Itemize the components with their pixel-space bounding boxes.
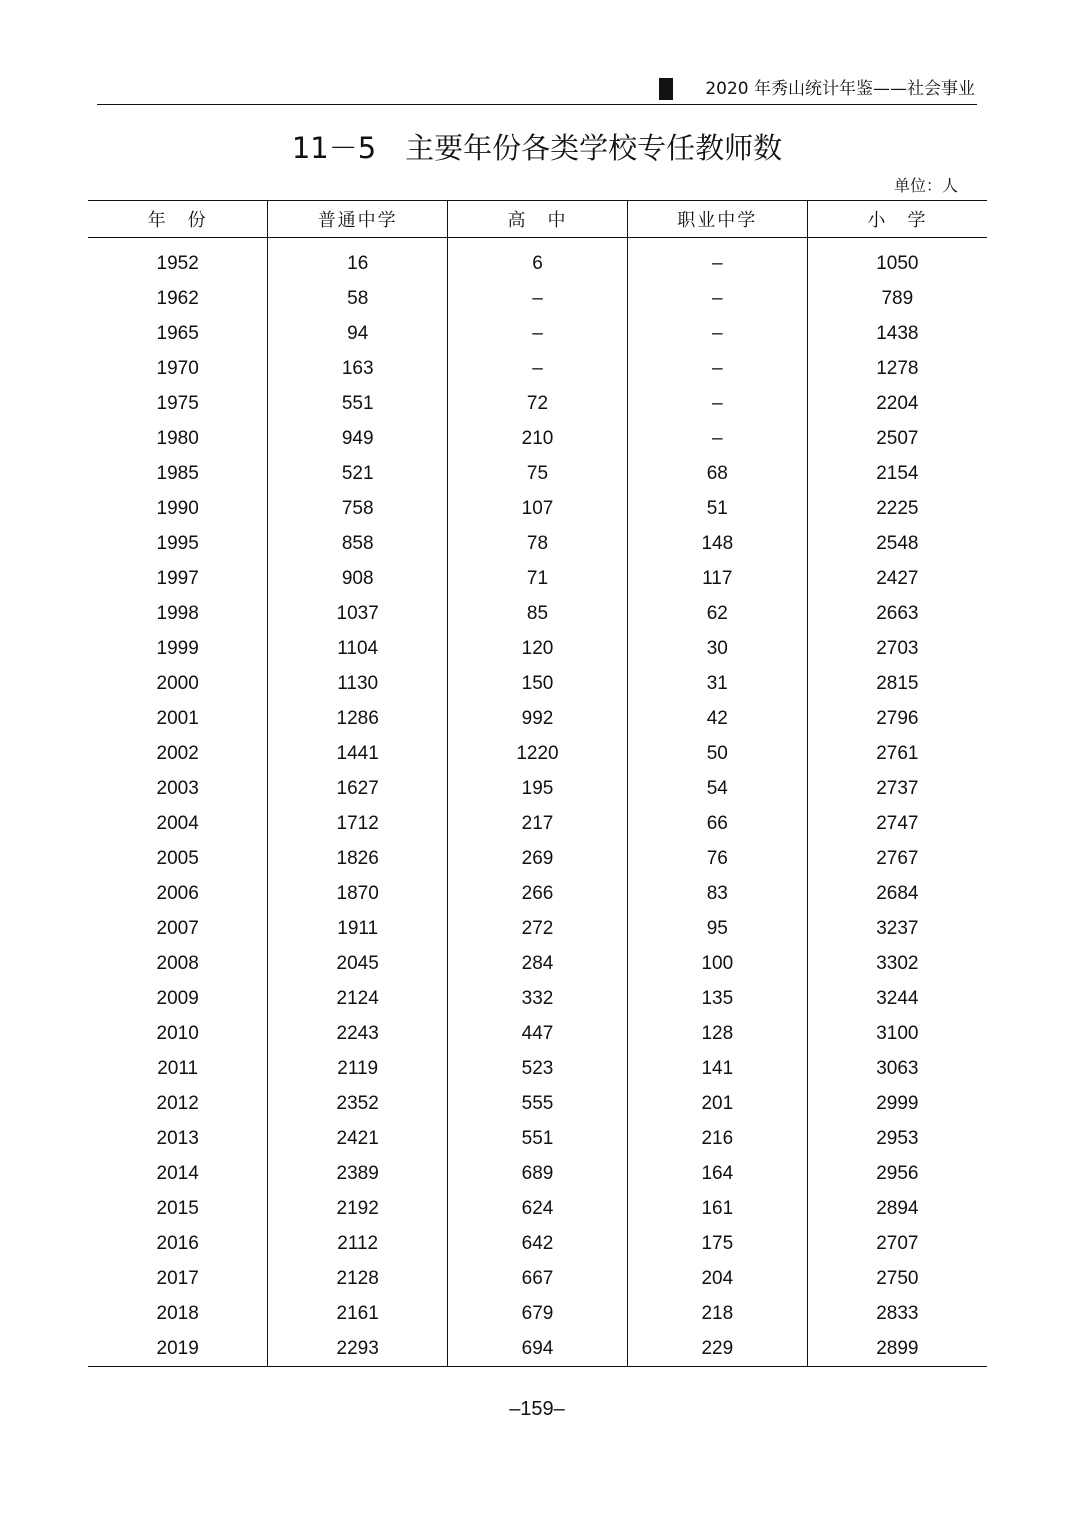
value-cell: 2956 [807, 1156, 987, 1191]
value-cell: – [627, 281, 807, 316]
running-header [97, 76, 977, 105]
value-cell: 694 [448, 1331, 628, 1367]
value-cell: 117 [627, 561, 807, 596]
value-cell: 272 [448, 911, 628, 946]
table-body [88, 238, 987, 1367]
year-cell: 2011 [157, 1057, 199, 1079]
value-cell: 66 [627, 806, 807, 841]
table-head [88, 201, 987, 238]
year-cell: 2019 [88, 1331, 268, 1367]
value-cell: 521 [268, 456, 448, 491]
value-cell: 201 [627, 1086, 807, 1121]
value-cell: 94 [268, 316, 448, 351]
value-cell: 62 [627, 596, 807, 631]
table-row [88, 1261, 987, 1296]
value-cell: 2045 [268, 946, 448, 981]
year-cell: 2017 [156, 1267, 199, 1289]
value-cell: 141 [627, 1051, 807, 1086]
year-cell: 1997 [156, 567, 199, 589]
value-cell: 50 [627, 736, 807, 771]
value-cell: 42 [627, 701, 807, 736]
table-row [88, 1051, 987, 1086]
value-cell: 2161 [268, 1296, 448, 1331]
table-row [88, 1156, 987, 1191]
value-cell: 68 [627, 456, 807, 491]
value-cell: 148 [627, 526, 807, 561]
unit-label: 单位：人 [893, 176, 958, 195]
value-cell: 216 [627, 1121, 807, 1156]
table-row [88, 876, 987, 911]
value-cell: 2767 [807, 841, 987, 876]
value-cell: 1278 [807, 351, 987, 386]
column-header: 普通中学 [268, 201, 448, 238]
value-cell: 2684 [807, 876, 987, 911]
value-cell: – [627, 316, 807, 351]
value-cell: 551 [448, 1121, 628, 1156]
value-cell: 210 [448, 421, 628, 456]
value-cell: 1712 [268, 806, 448, 841]
value-cell: 3100 [807, 1016, 987, 1051]
value-cell: 551 [268, 386, 448, 421]
value-cell: 2293 [268, 1331, 448, 1367]
value-cell: 3237 [807, 911, 987, 946]
value-cell: 161 [627, 1191, 807, 1226]
value-cell: 858 [268, 526, 448, 561]
year-cell: 1970 [156, 357, 199, 379]
year-cell: 1952 [156, 252, 199, 274]
value-cell: 2833 [807, 1296, 987, 1331]
value-cell: 2421 [268, 1121, 448, 1156]
value-cell: 269 [448, 841, 628, 876]
value-cell: – [448, 316, 628, 351]
table-row [88, 841, 987, 876]
value-cell: 789 [807, 281, 987, 316]
table-row [88, 911, 987, 946]
year-cell: 2000 [156, 672, 199, 694]
value-cell: 2507 [807, 421, 987, 456]
table-row [88, 1086, 987, 1121]
value-cell: 1130 [268, 666, 448, 701]
value-cell: 2243 [268, 1016, 448, 1051]
year-cell: 2012 [156, 1092, 199, 1114]
value-cell: 2747 [807, 806, 987, 841]
value-cell: 2815 [807, 666, 987, 701]
value-cell: 1104 [268, 631, 448, 666]
year-cell: 2010 [156, 1022, 199, 1044]
value-cell: 1220 [448, 736, 628, 771]
value-cell: 2389 [268, 1156, 448, 1191]
column-header: 小 学 [807, 201, 987, 238]
value-cell: 78 [448, 526, 628, 561]
value-cell: 195 [448, 771, 628, 806]
value-cell: 266 [448, 876, 628, 911]
value-cell: 1286 [268, 701, 448, 736]
value-cell: – [627, 351, 807, 386]
value-cell: 332 [448, 981, 628, 1016]
column-header: 职业中学 [627, 201, 807, 238]
value-cell: 2548 [807, 526, 987, 561]
value-cell: 624 [448, 1191, 628, 1226]
value-cell: 2128 [268, 1261, 448, 1296]
year-cell: 1980 [156, 427, 199, 449]
value-cell: 2707 [807, 1226, 987, 1261]
value-cell: 204 [627, 1261, 807, 1296]
year-cell: 2002 [156, 742, 199, 764]
value-cell: 2894 [807, 1191, 987, 1226]
value-cell: 229 [627, 1331, 807, 1367]
value-cell: 164 [627, 1156, 807, 1191]
year-cell: 2018 [156, 1302, 199, 1324]
value-cell: 3302 [807, 946, 987, 981]
table-row [88, 1296, 987, 1331]
value-cell: 1438 [807, 316, 987, 351]
value-cell: 107 [448, 491, 628, 526]
value-cell: 2427 [807, 561, 987, 596]
year-cell: 2007 [156, 917, 199, 939]
value-cell: 2154 [807, 456, 987, 491]
value-cell: 163 [268, 351, 448, 386]
header-row [88, 201, 987, 238]
value-cell: – [448, 351, 628, 386]
table-row [88, 1226, 987, 1261]
value-cell: 175 [627, 1226, 807, 1261]
value-cell: 949 [268, 421, 448, 456]
value-cell: 58 [268, 281, 448, 316]
value-cell: 1826 [268, 841, 448, 876]
page-number: –159– [509, 1398, 565, 1420]
value-cell: 75 [448, 456, 628, 491]
value-cell: 2796 [807, 701, 987, 736]
value-cell: 71 [448, 561, 628, 596]
value-cell: 1911 [268, 911, 448, 946]
year-cell: 1990 [156, 497, 199, 519]
year-cell: 2009 [156, 987, 199, 1009]
value-cell: 667 [448, 1261, 628, 1296]
value-cell: 51 [627, 491, 807, 526]
value-cell: 100 [627, 946, 807, 981]
table-row [88, 491, 987, 526]
value-cell: 54 [627, 771, 807, 806]
value-cell: 30 [627, 631, 807, 666]
value-cell: 128 [627, 1016, 807, 1051]
year-cell: 1999 [156, 637, 199, 659]
year-cell: 1962 [156, 287, 199, 309]
table-row [88, 806, 987, 841]
value-cell: 217 [448, 806, 628, 841]
value-cell: 120 [448, 631, 628, 666]
value-cell: 2204 [807, 386, 987, 421]
teachers-table [88, 200, 987, 1367]
value-cell: 31 [627, 666, 807, 701]
table-row [88, 386, 987, 421]
value-cell: 2225 [807, 491, 987, 526]
value-cell: 16 [268, 238, 448, 282]
value-cell: – [448, 281, 628, 316]
table-row [88, 701, 987, 736]
table-row [88, 561, 987, 596]
value-cell: 555 [448, 1086, 628, 1121]
value-cell: 679 [448, 1296, 628, 1331]
table-row [88, 736, 987, 771]
year-cell: 2008 [156, 952, 199, 974]
value-cell: 3244 [807, 981, 987, 1016]
value-cell: 642 [448, 1226, 628, 1261]
year-cell: 2001 [156, 707, 199, 729]
table-row [88, 281, 987, 316]
table-row [88, 631, 987, 666]
value-cell: 1037 [268, 596, 448, 631]
year-cell: 1998 [156, 602, 199, 624]
year-cell: 1965 [156, 322, 199, 344]
value-cell: 2124 [268, 981, 448, 1016]
year-cell: 2015 [156, 1197, 199, 1219]
year-cell: 1995 [156, 532, 199, 554]
header-black-bar [659, 78, 673, 100]
table-row [88, 1016, 987, 1051]
value-cell: 758 [268, 491, 448, 526]
value-cell: – [627, 386, 807, 421]
header-text: 2020 年秀山统计年鉴——社会事业 [705, 79, 975, 99]
year-cell: 2014 [156, 1162, 199, 1184]
year-cell: 1985 [156, 462, 199, 484]
value-cell: 2999 [807, 1086, 987, 1121]
value-cell: 72 [448, 386, 628, 421]
column-header: 年 份 [88, 201, 268, 238]
value-cell: 2112 [268, 1226, 448, 1261]
value-cell: 284 [448, 946, 628, 981]
value-cell: 95 [627, 911, 807, 946]
value-cell: 1870 [268, 876, 448, 911]
value-cell: 135 [627, 981, 807, 1016]
table-row [88, 456, 987, 491]
value-cell: 2953 [807, 1121, 987, 1156]
table-row [88, 596, 987, 631]
table-row [88, 238, 987, 282]
year-cell: 2013 [156, 1127, 199, 1149]
value-cell: 2750 [807, 1261, 987, 1296]
table-row [88, 1121, 987, 1156]
value-cell: 1627 [268, 771, 448, 806]
year-cell: 2006 [156, 882, 199, 904]
value-cell: 85 [448, 596, 628, 631]
year-cell: 2004 [156, 812, 199, 834]
value-cell: 83 [627, 876, 807, 911]
table-row [88, 351, 987, 386]
table-row [88, 316, 987, 351]
value-cell: 1441 [268, 736, 448, 771]
year-cell: 2003 [156, 777, 199, 799]
table-title: 11－5 主要年份各类学校专任教师数 [291, 131, 783, 165]
value-cell: 2899 [807, 1331, 987, 1367]
value-cell: 3063 [807, 1051, 987, 1086]
table-row [88, 771, 987, 806]
table-row [88, 946, 987, 981]
table-row [88, 421, 987, 456]
value-cell: 6 [448, 238, 628, 282]
table-row [88, 1191, 987, 1226]
value-cell: 76 [627, 841, 807, 876]
value-cell: 2663 [807, 596, 987, 631]
value-cell: – [627, 421, 807, 456]
value-cell: 2192 [268, 1191, 448, 1226]
table-row [88, 526, 987, 561]
value-cell: 2737 [807, 771, 987, 806]
value-cell: – [627, 238, 807, 282]
year-cell: 2005 [156, 847, 199, 869]
value-cell: 218 [627, 1296, 807, 1331]
value-cell: 2352 [268, 1086, 448, 1121]
year-cell: 2016 [156, 1232, 199, 1254]
column-header: 高 中 [448, 201, 628, 238]
value-cell: 447 [448, 1016, 628, 1051]
table-row [88, 1331, 987, 1367]
year-cell: 1975 [156, 392, 199, 414]
table-row [88, 981, 987, 1016]
value-cell: 2119 [268, 1051, 448, 1086]
value-cell: 689 [448, 1156, 628, 1191]
value-cell: 150 [448, 666, 628, 701]
value-cell: 992 [448, 701, 628, 736]
value-cell: 908 [268, 561, 448, 596]
table-row [88, 666, 987, 701]
value-cell: 2761 [807, 736, 987, 771]
value-cell: 2703 [807, 631, 987, 666]
value-cell: 1050 [807, 238, 987, 282]
value-cell: 523 [448, 1051, 628, 1086]
